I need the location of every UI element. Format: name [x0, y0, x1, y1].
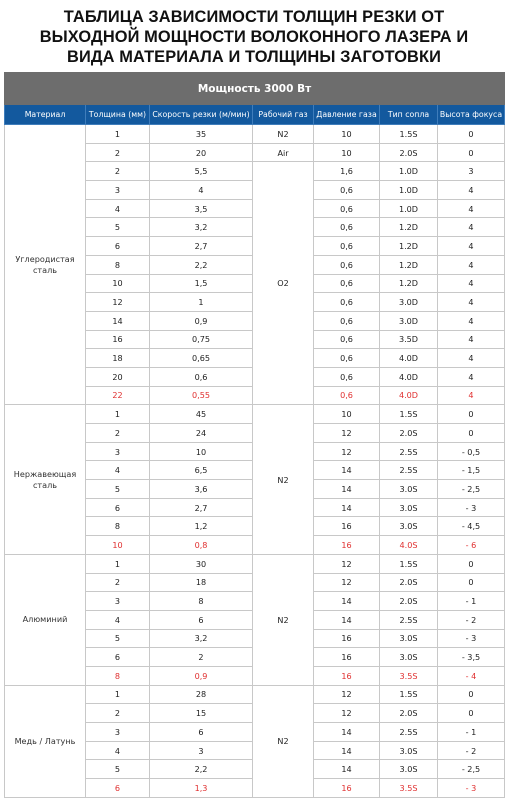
focus-cell: 0 — [438, 125, 505, 144]
gas-cell: O2 — [253, 162, 314, 405]
nozzle-cell: 3.0D — [380, 293, 438, 312]
thickness-cell: 1 — [86, 125, 150, 144]
thickness-cell: 1 — [86, 685, 150, 704]
thickness-cell: 6 — [86, 779, 150, 798]
pressure-cell: 14 — [314, 723, 380, 742]
speed-cell: 2,7 — [150, 237, 253, 256]
focus-cell: 4 — [438, 181, 505, 200]
header-speed: Скорость резки (м/мин) — [150, 105, 253, 125]
focus-cell: - 4 — [438, 666, 505, 685]
nozzle-cell: 4.0D — [380, 367, 438, 386]
pressure-cell: 0,6 — [314, 181, 380, 200]
pressure-cell: 16 — [314, 666, 380, 685]
focus-cell: 4 — [438, 218, 505, 237]
nozzle-cell: 4.0D — [380, 386, 438, 405]
thickness-cell: 12 — [86, 293, 150, 312]
focus-cell: 0 — [438, 554, 505, 573]
thickness-cell: 8 — [86, 517, 150, 536]
thickness-cell: 18 — [86, 349, 150, 368]
thickness-cell: 6 — [86, 648, 150, 667]
power-row — [5, 73, 505, 105]
gas-cell: Air — [253, 143, 314, 162]
pressure-cell: 0,6 — [314, 293, 380, 312]
speed-cell: 45 — [150, 405, 253, 424]
title-line-3: ВИДА МАТЕРИАЛА И ТОЛЩИНЫ ЗАГОТОВКИ — [67, 48, 441, 66]
pressure-cell: 0,6 — [314, 274, 380, 293]
nozzle-cell: 3.0S — [380, 760, 438, 779]
focus-cell: 4 — [438, 311, 505, 330]
pressure-cell: 14 — [314, 741, 380, 760]
material-cell: Алюминий — [5, 554, 86, 685]
speed-cell: 3,2 — [150, 629, 253, 648]
thickness-cell: 5 — [86, 480, 150, 499]
focus-cell: - 0,5 — [438, 442, 505, 461]
pressure-cell: 14 — [314, 592, 380, 611]
pressure-cell: 10 — [314, 125, 380, 144]
speed-cell: 5,5 — [150, 162, 253, 181]
gas-cell: N2 — [253, 125, 314, 144]
pressure-cell: 14 — [314, 498, 380, 517]
speed-cell: 0,65 — [150, 349, 253, 368]
document-title — [0, 0, 508, 72]
speed-cell: 24 — [150, 424, 253, 443]
pressure-cell: 16 — [314, 517, 380, 536]
focus-cell: 0 — [438, 405, 505, 424]
nozzle-cell: 3.0D — [380, 311, 438, 330]
focus-cell: 4 — [438, 386, 505, 405]
pressure-cell: 0,6 — [314, 255, 380, 274]
speed-cell: 4 — [150, 181, 253, 200]
thickness-cell: 4 — [86, 199, 150, 218]
pressure-cell: 0,6 — [314, 199, 380, 218]
focus-cell: - 3 — [438, 629, 505, 648]
nozzle-cell: 3.0S — [380, 741, 438, 760]
nozzle-cell: 4.0D — [380, 349, 438, 368]
thickness-cell: 2 — [86, 704, 150, 723]
focus-cell: - 2 — [438, 610, 505, 629]
speed-cell: 1 — [150, 293, 253, 312]
nozzle-cell: 4.0S — [380, 536, 438, 555]
focus-cell: 4 — [438, 237, 505, 256]
pressure-cell: 16 — [314, 648, 380, 667]
thickness-cell: 3 — [86, 723, 150, 742]
nozzle-cell: 1.0D — [380, 162, 438, 181]
focus-cell: 4 — [438, 330, 505, 349]
pressure-cell: 12 — [314, 704, 380, 723]
nozzle-cell: 2.0S — [380, 592, 438, 611]
nozzle-cell: 3.5D — [380, 330, 438, 349]
nozzle-cell: 1.2D — [380, 255, 438, 274]
nozzle-cell: 2.0S — [380, 573, 438, 592]
table-row — [5, 405, 505, 424]
focus-cell: 3 — [438, 162, 505, 181]
nozzle-cell: 1.5S — [380, 685, 438, 704]
pressure-cell: 10 — [314, 405, 380, 424]
speed-cell: 3,6 — [150, 480, 253, 499]
speed-cell: 3,2 — [150, 218, 253, 237]
speed-cell: 8 — [150, 592, 253, 611]
pressure-cell: 12 — [314, 424, 380, 443]
thickness-cell: 3 — [86, 592, 150, 611]
pressure-cell: 12 — [314, 685, 380, 704]
pressure-cell: 0,6 — [314, 237, 380, 256]
thickness-cell: 22 — [86, 386, 150, 405]
nozzle-cell: 2.5S — [380, 442, 438, 461]
focus-cell: 0 — [438, 424, 505, 443]
speed-cell: 2,2 — [150, 255, 253, 274]
nozzle-cell: 3.5S — [380, 666, 438, 685]
thickness-cell: 8 — [86, 255, 150, 274]
speed-cell: 35 — [150, 125, 253, 144]
pressure-cell: 12 — [314, 554, 380, 573]
speed-cell: 1,2 — [150, 517, 253, 536]
speed-cell: 10 — [150, 442, 253, 461]
speed-cell: 6 — [150, 723, 253, 742]
pressure-cell: 0,6 — [314, 367, 380, 386]
header-material: Материал — [5, 105, 86, 125]
pressure-cell: 16 — [314, 536, 380, 555]
speed-cell: 0,75 — [150, 330, 253, 349]
thickness-cell: 16 — [86, 330, 150, 349]
header-nozzle: Тип сопла — [380, 105, 438, 125]
pressure-cell: 14 — [314, 461, 380, 480]
header-focus: Высота фокуса — [438, 105, 505, 125]
nozzle-cell: 2.0S — [380, 143, 438, 162]
thickness-cell: 6 — [86, 237, 150, 256]
header-thickness: Толщина (мм) — [86, 105, 150, 125]
thickness-cell: 1 — [86, 405, 150, 424]
speed-cell: 0,9 — [150, 311, 253, 330]
focus-cell: - 2,5 — [438, 480, 505, 499]
table-row — [5, 554, 505, 573]
speed-cell: 0,55 — [150, 386, 253, 405]
thickness-cell: 4 — [86, 741, 150, 760]
material-cell: Медь / Латунь — [5, 685, 86, 797]
thickness-cell: 3 — [86, 181, 150, 200]
pressure-cell: 0,6 — [314, 349, 380, 368]
title-line-1: ТАБЛИЦА ЗАВИСИМОСТИ ТОЛЩИН РЕЗКИ ОТ — [63, 8, 445, 26]
pressure-cell: 14 — [314, 760, 380, 779]
thickness-cell: 1 — [86, 554, 150, 573]
pressure-cell: 0,6 — [314, 386, 380, 405]
pressure-cell: 16 — [314, 779, 380, 798]
focus-cell: 0 — [438, 573, 505, 592]
table-row — [5, 125, 505, 144]
pressure-cell: 10 — [314, 143, 380, 162]
speed-cell: 18 — [150, 573, 253, 592]
focus-cell: - 2,5 — [438, 760, 505, 779]
speed-cell: 28 — [150, 685, 253, 704]
pressure-cell: 14 — [314, 610, 380, 629]
header-row — [5, 105, 505, 125]
thickness-cell: 2 — [86, 424, 150, 443]
table-row — [5, 685, 505, 704]
nozzle-cell: 3.0S — [380, 629, 438, 648]
focus-cell: 0 — [438, 143, 505, 162]
thickness-cell: 20 — [86, 367, 150, 386]
nozzle-cell: 1.5S — [380, 405, 438, 424]
focus-cell: 0 — [438, 685, 505, 704]
focus-cell: 0 — [438, 704, 505, 723]
speed-cell: 0,8 — [150, 536, 253, 555]
nozzle-cell: 3.0S — [380, 648, 438, 667]
pressure-cell: 0,6 — [314, 311, 380, 330]
pressure-cell: 0,6 — [314, 218, 380, 237]
pressure-cell: 12 — [314, 573, 380, 592]
nozzle-cell: 2.0S — [380, 424, 438, 443]
header-gas: Рабочий газ — [253, 105, 314, 125]
thickness-cell: 2 — [86, 162, 150, 181]
pressure-cell: 14 — [314, 480, 380, 499]
material-cell: Нержавеющая сталь — [5, 405, 86, 555]
nozzle-cell: 2.5S — [380, 461, 438, 480]
focus-cell: - 1 — [438, 592, 505, 611]
speed-cell: 0,9 — [150, 666, 253, 685]
nozzle-cell: 3.5S — [380, 779, 438, 798]
focus-cell: 4 — [438, 255, 505, 274]
table-body — [5, 125, 505, 798]
thickness-cell: 8 — [86, 666, 150, 685]
thickness-cell: 3 — [86, 442, 150, 461]
speed-cell: 2,2 — [150, 760, 253, 779]
speed-cell: 20 — [150, 143, 253, 162]
nozzle-cell: 1.5S — [380, 125, 438, 144]
focus-cell: 4 — [438, 199, 505, 218]
nozzle-cell: 2.5S — [380, 723, 438, 742]
thickness-cell: 5 — [86, 629, 150, 648]
focus-cell: - 3 — [438, 779, 505, 798]
thickness-cell: 4 — [86, 461, 150, 480]
focus-cell: - 3 — [438, 498, 505, 517]
thickness-cell: 10 — [86, 274, 150, 293]
speed-cell: 2,7 — [150, 498, 253, 517]
focus-cell: 4 — [438, 349, 505, 368]
nozzle-cell: 1.0D — [380, 199, 438, 218]
focus-cell: 4 — [438, 274, 505, 293]
speed-cell: 1,3 — [150, 779, 253, 798]
nozzle-cell: 2.5S — [380, 610, 438, 629]
nozzle-cell: 1.2D — [380, 237, 438, 256]
thickness-cell: 14 — [86, 311, 150, 330]
focus-cell: - 2 — [438, 741, 505, 760]
thickness-cell: 2 — [86, 143, 150, 162]
nozzle-cell: 3.0S — [380, 517, 438, 536]
gas-cell: N2 — [253, 554, 314, 685]
focus-cell: - 1 — [438, 723, 505, 742]
nozzle-cell: 1.5S — [380, 554, 438, 573]
pressure-cell: 16 — [314, 629, 380, 648]
focus-cell: - 6 — [438, 536, 505, 555]
focus-cell: - 3,5 — [438, 648, 505, 667]
speed-cell: 2 — [150, 648, 253, 667]
thickness-cell: 2 — [86, 573, 150, 592]
speed-cell: 0,6 — [150, 367, 253, 386]
header-pressure: Давление газа — [314, 105, 380, 125]
thickness-cell: 4 — [86, 610, 150, 629]
speed-cell: 1,5 — [150, 274, 253, 293]
nozzle-cell: 2.0S — [380, 704, 438, 723]
speed-cell: 3,5 — [150, 199, 253, 218]
pressure-cell: 0,6 — [314, 330, 380, 349]
focus-cell: 4 — [438, 293, 505, 312]
speed-cell: 15 — [150, 704, 253, 723]
pressure-cell: 1,6 — [314, 162, 380, 181]
nozzle-cell: 3.0S — [380, 498, 438, 517]
speed-cell: 3 — [150, 741, 253, 760]
nozzle-cell: 1.2D — [380, 274, 438, 293]
pressure-cell: 12 — [314, 442, 380, 461]
focus-cell: - 4,5 — [438, 517, 505, 536]
material-cell: Углеродистая сталь — [5, 125, 86, 405]
nozzle-cell: 3.0S — [380, 480, 438, 499]
power-label: Мощность 3000 Вт — [5, 73, 505, 105]
thickness-cell: 5 — [86, 760, 150, 779]
title-line-2: ВЫХОДНОЙ МОЩНОСТИ ВОЛОКОННОГО ЛАЗЕРА И — [39, 28, 469, 46]
focus-cell: - 1,5 — [438, 461, 505, 480]
nozzle-cell: 1.0D — [380, 181, 438, 200]
speed-cell: 6 — [150, 610, 253, 629]
speed-cell: 6,5 — [150, 461, 253, 480]
thickness-cell: 10 — [86, 536, 150, 555]
cutting-parameters-table — [4, 72, 505, 798]
thickness-cell: 5 — [86, 218, 150, 237]
focus-cell: 4 — [438, 367, 505, 386]
gas-cell: N2 — [253, 685, 314, 797]
gas-cell: N2 — [253, 405, 314, 555]
thickness-cell: 6 — [86, 498, 150, 517]
nozzle-cell: 1.2D — [380, 218, 438, 237]
speed-cell: 30 — [150, 554, 253, 573]
